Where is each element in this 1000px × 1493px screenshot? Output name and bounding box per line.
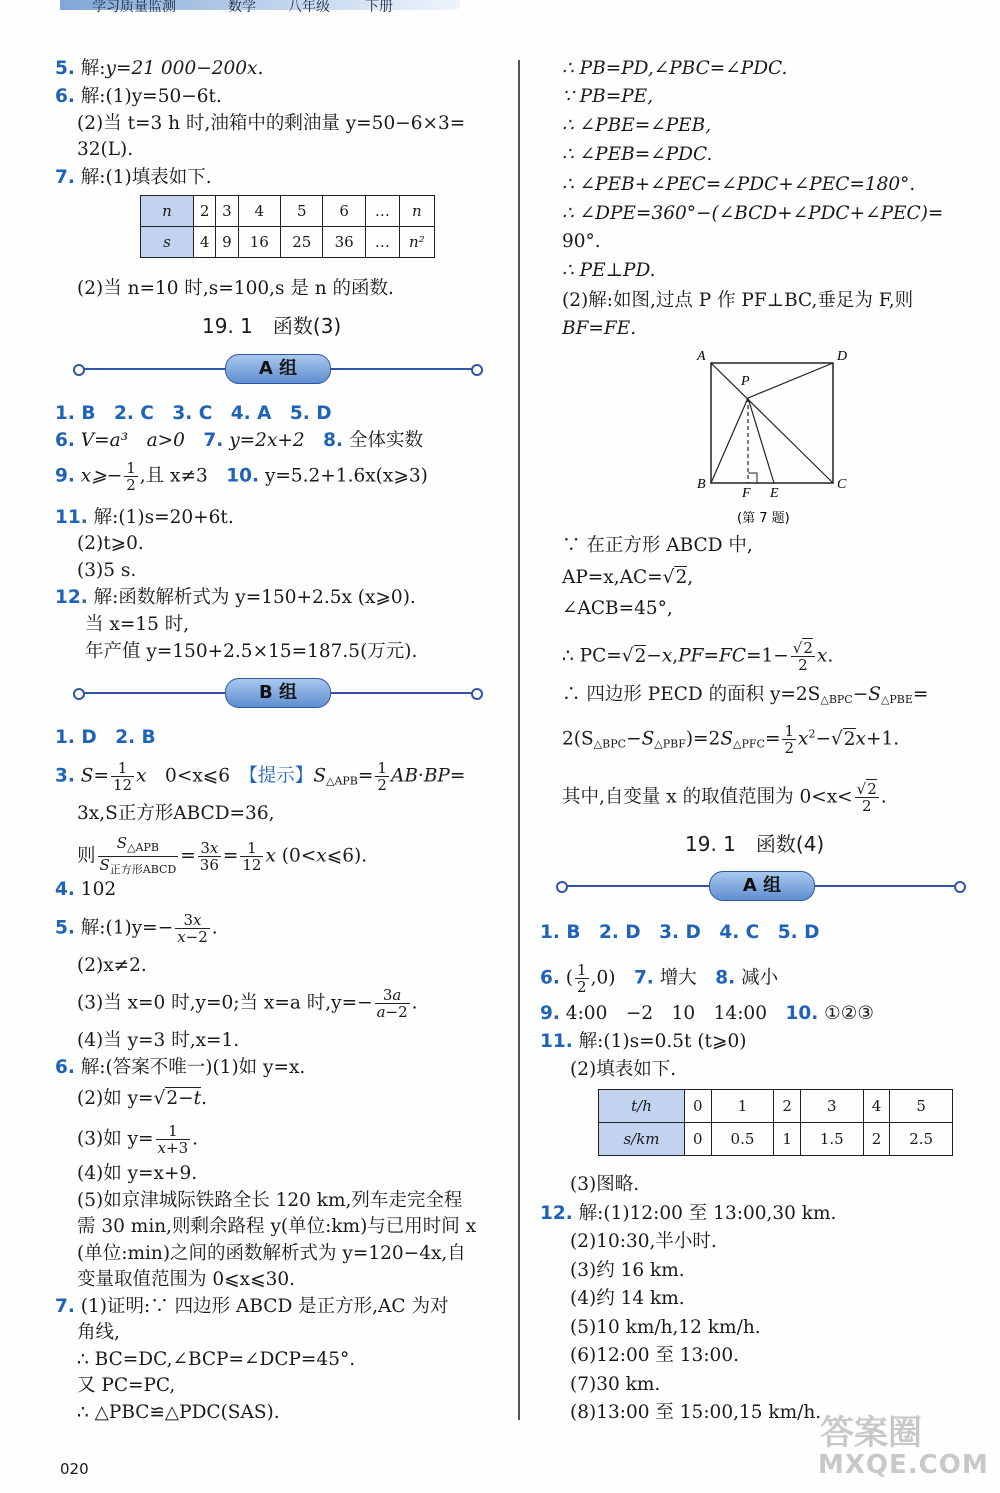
- segment-pd: [748, 363, 833, 398]
- column-divider: [518, 60, 520, 1420]
- answer-b5c: (3)当 x=0 时,y=0;当 x=a 时,y=− $\frac{3a}{a-2}$ .: [77, 986, 418, 1021]
- right-angle-mark: [748, 473, 757, 483]
- watermark-url: MXQE.COM: [818, 1450, 989, 1480]
- label-c: C: [837, 477, 847, 492]
- proof-line-5: ∴ ∠PEB+∠PEC=∠PDC+∠PEC=180°.: [562, 174, 916, 195]
- page-header: [60, 0, 460, 14]
- proof-line-9: (2)解:如图,过点 P 作 PF⊥BC,垂足为 F,则: [562, 290, 914, 311]
- section-title-3: 19. 1 函数(3): [202, 314, 342, 338]
- segment-pb: [711, 398, 748, 483]
- proof-line-6: ∴ ∠DPE=360°−(∠BCD+∠PDC+∠PEC)=: [562, 203, 944, 224]
- table-row: s/km 0 0.5 1 1.5 2 2.5: [599, 1123, 953, 1156]
- segment-pe: [748, 398, 774, 483]
- answer-12c: 年产值 y=150+2.5×15=187.5(万元).: [85, 641, 418, 662]
- answers-b1-2: 1. D 2. B: [55, 727, 156, 748]
- answer-b3c: 则 $\frac{S_{\triangle APB}}{S_{正方形ABCD}}$ = $\frac{3x}{36}$ = $\frac{1}{12}$ x (0<x⩽6).: [77, 834, 368, 876]
- proof-line-7: 90°.: [562, 231, 601, 252]
- answer-b6e-2: 需 30 min,则剩余路程 y(单位:km)与已用时间 x: [77, 1216, 477, 1237]
- answers-c1-5: 1. B 2. D 3. D 4. C 5. D: [540, 922, 820, 943]
- group-b-banner: [73, 678, 483, 708]
- answer-6b-1: (2)当 t=3 h 时,油箱中的剩油量 y=50−6×3=: [77, 113, 466, 134]
- answer-b6a: 6. 解:(答案不唯一)(1)如 y=x.: [55, 1057, 306, 1078]
- solution-line-4: ∴ PC=√2−x,PF=FC=1− $\frac{√2}{2}$ x.: [562, 639, 834, 674]
- answer-b7a: 7. (1)证明:∵ 四边形 ABCD 是正方形,AC 为对: [55, 1296, 449, 1317]
- label-p: P: [741, 374, 750, 389]
- answer-b4: 4. 102: [55, 879, 117, 900]
- answer-b7b: 角线,: [77, 1322, 120, 1343]
- answers-6-8: 6. V=a³ a>0 7. y=2x+2 8. 全体实数: [55, 430, 423, 451]
- banner-dot: [471, 364, 483, 376]
- solution-line-6: $2(S_{\triangle BPC}-S_{\triangle PBF})=2S_{\triangle PFC}=$ $\frac{1}{2}$ $x^2-√2x+1$.: [562, 722, 900, 757]
- solution-line-7: 其中,自变量 x 的取值范围为 0<x< $\frac{√2}{2}$ .: [562, 780, 887, 815]
- label-f: F: [742, 486, 751, 501]
- proof-line-8: ∴ PE⊥PD.: [562, 260, 656, 281]
- answer-12b: 当 x=15 时,: [85, 614, 190, 635]
- proof-line-3: ∴ ∠PBE=∠PEB,: [562, 115, 712, 136]
- answers-c9-10: 9. 4:00 −2 10 14:00 10. ①②③: [540, 1003, 874, 1024]
- answer-11b: (2)t⩾0.: [77, 533, 144, 554]
- table-row: s 4 9 16 25 36 … n²: [141, 227, 435, 258]
- answer-b7d: 又 PC=PC,: [77, 1375, 176, 1396]
- table-row: t/h 0 1 2 3 4 5: [599, 1090, 953, 1123]
- banner-dot: [73, 688, 85, 700]
- answer-b6b: (2)如 y=√2−t.: [77, 1088, 207, 1109]
- solution-line-5: ∴ 四边形 PECD 的面积 $y=2S_{\triangle BPC}-S_{\triangle PBE}=$: [562, 684, 929, 706]
- proof-line-1: ∴ PB=PD,∠PBC=∠PDC.: [562, 58, 788, 79]
- answer-c12a: 12. 解:(1)12:00 至 13:00,30 km.: [540, 1203, 837, 1224]
- answer-c12f: (6)12:00 至 13:00.: [570, 1345, 739, 1366]
- answer-c12e: (5)10 km/h,12 km/h.: [570, 1317, 761, 1338]
- section-title-4: 19. 1 函数(4): [685, 832, 825, 856]
- proof-line-2: ∵ PB=PE,: [562, 86, 654, 107]
- banner-dot: [73, 364, 85, 376]
- answer-5: 5. 解:y=21 000−200x.: [55, 58, 264, 79]
- solution-line-1: ∵ 在正方形 ABCD 中,: [562, 535, 753, 556]
- answer-b5d: (4)当 y=3 时,x=1.: [77, 1030, 240, 1051]
- header-subject: 数学: [228, 0, 256, 15]
- header-volume: 下册: [365, 0, 393, 15]
- group-a-label: A 组: [225, 354, 331, 384]
- answer-b3b: 3x,S正方形ABCD=36,: [77, 803, 275, 824]
- table-row: n 2 3 4 5 6 … n: [141, 196, 435, 227]
- solution-line-2: AP=x,AC=√2,: [562, 567, 694, 588]
- answer-7b: (2)当 n=10 时,s=100,s 是 n 的函数.: [77, 278, 394, 299]
- table-t-s: [598, 1089, 953, 1156]
- answer-c11c: (3)图略.: [570, 1174, 640, 1195]
- label-b: B: [697, 477, 706, 492]
- group-b-label: B 组: [225, 678, 331, 708]
- banner-dot: [954, 881, 966, 893]
- answer-b6d: (4)如 y=x+9.: [77, 1163, 198, 1184]
- answer-12a: 12. 解:函数解析式为 y=150+2.5x (x⩾0).: [55, 587, 416, 608]
- banner-dot: [556, 881, 568, 893]
- table-n-s: [140, 195, 435, 258]
- answer-b7c: ∴ BC=DC,∠BCP=∠DCP=45°.: [77, 1349, 356, 1370]
- answer-c12d: (4)约 14 km.: [570, 1288, 685, 1309]
- label-a: A: [697, 349, 706, 364]
- answer-b6e-4: 变量取值范围为 0⩽x⩽30.: [77, 1269, 296, 1290]
- diagonal-ac: [711, 363, 833, 483]
- answers-1-5: 1. B 2. C 3. C 4. A 5. D: [55, 403, 332, 424]
- proof-line-10: BF=FE.: [562, 318, 637, 339]
- answer-c12h: (8)13:00 至 15:00,15 km/h.: [570, 1402, 822, 1423]
- answer-c12c: (3)约 16 km.: [570, 1260, 685, 1281]
- answer-6a: 6. 解:(1)y=50−6t.: [55, 86, 222, 107]
- answers-9-10: 9. x⩾− $\frac{1}{2}$ ,且 x≠3 10. y=5.2+1.6x(x⩾3): [55, 459, 428, 494]
- answer-11c: (3)5 s.: [77, 560, 137, 581]
- answer-7a: 7. 解:(1)填表如下.: [55, 167, 212, 188]
- answer-c11b: (2)填表如下.: [570, 1059, 677, 1080]
- answer-b7e: ∴ △PBC≌△PDC(SAS).: [77, 1402, 280, 1423]
- header-series: 学习质量监测: [92, 0, 176, 15]
- group-a2-label: A 组: [709, 871, 815, 901]
- answer-b5b: (2)x≠2.: [77, 955, 147, 976]
- square-figure: [695, 345, 865, 530]
- answer-c11a: 11. 解:(1)s=0.5t (t⩾0): [540, 1031, 747, 1052]
- answer-11a: 11. 解:(1)s=20+6t.: [55, 507, 234, 528]
- answer-b3: 3. S= $\frac{1}{12}$ x 0<x⩽6 【提示】$S_{\triangle APB}=$ $\frac{1}{2}$ AB·BP=: [55, 759, 466, 794]
- answers-c6-8: 6. ( $\frac{1}{2}$ ,0) 7. 增大 8. 减小: [540, 961, 779, 996]
- banner-dot: [471, 688, 483, 700]
- answer-b6e-1: (5)如京津城际铁路全长 120 km,列车走完全程: [77, 1190, 463, 1211]
- page-number: 020: [60, 1460, 89, 1478]
- watermark-logo: 答案圈: [820, 1413, 922, 1453]
- answer-6b-2: 32(L).: [77, 139, 134, 160]
- answer-c12g: (7)30 km.: [570, 1374, 661, 1395]
- proof-line-4: ∴ ∠PEB=∠PDC.: [562, 144, 713, 165]
- answer-b5a: 5. 解:(1)y=− $\frac{3x}{x-2}$ .: [55, 911, 218, 946]
- answer-b6c: (3)如 y= $\frac{1}{x+3}$ .: [77, 1122, 199, 1157]
- label-e: E: [770, 486, 779, 501]
- answer-b6e-3: (单位:min)之间的函数解析式为 y=120−4x,自: [77, 1243, 466, 1264]
- group-a2-banner: [556, 871, 966, 901]
- figure-caption: (第 7 题): [737, 511, 790, 526]
- group-a-banner: [73, 354, 483, 384]
- answer-c12b: (2)10:30,半小时.: [570, 1231, 717, 1252]
- label-d: D: [837, 349, 848, 364]
- solution-line-3: ∠ACB=45°,: [562, 598, 673, 619]
- header-grade: 八年级: [288, 0, 330, 15]
